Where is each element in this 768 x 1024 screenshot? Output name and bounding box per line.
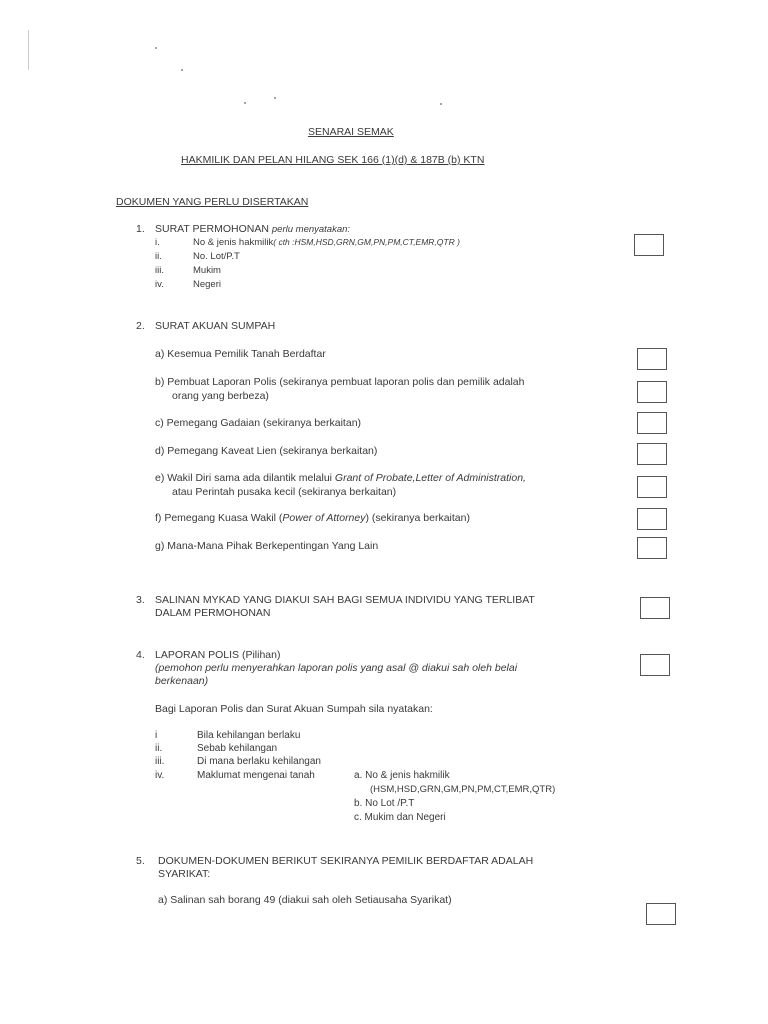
roman-numeral: ii. bbox=[155, 251, 162, 262]
instruction-text: Bagi Laporan Polis dan Surat Akuan Sumpah sila nyatakan: bbox=[155, 703, 433, 715]
checkbox[interactable] bbox=[640, 654, 670, 676]
roman-numeral: ii. bbox=[155, 743, 163, 754]
surat-permohonan-label: SURAT PERMOHONAN perlu menyatakan: bbox=[155, 223, 351, 235]
laporan-polis-note: (pemohon perlu menyerahkan laporan polis yang asal @ diakui sah oleh belai bbox=[155, 662, 518, 674]
sub-item: c. Mukim dan Negeri bbox=[354, 812, 446, 823]
roman-numeral: iv. bbox=[155, 279, 164, 290]
page-title: SENARAI SEMAK bbox=[308, 126, 394, 138]
checkbox[interactable] bbox=[637, 412, 667, 434]
checkbox[interactable] bbox=[637, 537, 667, 559]
item-number: 2. bbox=[136, 320, 145, 332]
scan-speck bbox=[244, 102, 246, 104]
scan-speck bbox=[440, 103, 442, 105]
list-item: Di mana berlaku kehilangan bbox=[197, 756, 321, 767]
list-item: Bila kehilangan berlaku bbox=[197, 730, 301, 741]
list-item: Maklumat mengenai tanah bbox=[197, 770, 315, 781]
list-item: e) Wakil Diri sama ada dilantik melalui Grant of Probate,Letter of Administration, bbox=[155, 472, 526, 484]
item-number: 1. bbox=[136, 223, 145, 235]
list-item: a) Salinan sah borang 49 (diakui sah oleh Setiausaha Syarikat) bbox=[158, 894, 452, 906]
checkbox[interactable] bbox=[637, 348, 667, 370]
sub-item: a. No & jenis hakmilik bbox=[354, 770, 450, 781]
dokumen-syarikat-label: DOKUMEN-DOKUMEN BERIKUT SEKIRANYA PEMILIK BERDAFTAR ADALAH bbox=[158, 855, 534, 867]
checkbox[interactable] bbox=[640, 597, 670, 619]
sub-item: b. No Lot /P.T bbox=[354, 798, 415, 809]
item-number: 5. bbox=[136, 855, 145, 867]
roman-numeral: iii. bbox=[155, 265, 164, 276]
scan-speck bbox=[274, 97, 276, 99]
scan-artifact bbox=[28, 30, 29, 70]
list-item: No. Lot/P.T bbox=[193, 251, 240, 262]
list-item: b) Pembuat Laporan Polis (sekiranya pembuat laporan polis dan pemilik adalah bbox=[155, 376, 525, 388]
section-heading: DOKUMEN YANG PERLU DISERTAKAN bbox=[116, 196, 309, 208]
list-item: a) Kesemua Pemilik Tanah Berdaftar bbox=[155, 348, 326, 360]
page-subtitle: HAKMILIK DAN PELAN HILANG SEK 166 (1)(d) & 187B (b) KTN bbox=[181, 154, 485, 166]
salinan-mykad-label: SALINAN MYKAD YANG DIAKUI SAH BAGI SEMUA INDIVIDU YANG TERLIBAT bbox=[155, 594, 535, 606]
list-item: No & jenis hakmilik( cth :HSM,HSD,GRN,GM,PN,PM,CT,EMR,QTR ) bbox=[193, 237, 460, 248]
laporan-polis-label: LAPORAN POLIS (Pilihan) bbox=[155, 649, 281, 661]
list-item: f) Pemegang Kuasa Wakil (Power of Attorney) (sekiranya berkaitan) bbox=[155, 512, 470, 524]
scan-speck bbox=[181, 69, 183, 71]
salinan-mykad-label-continuation: DALAM PERMOHONAN bbox=[155, 607, 271, 619]
checkbox[interactable] bbox=[637, 443, 667, 465]
list-item: c) Pemegang Gadaian (sekiranya berkaitan) bbox=[155, 417, 362, 429]
roman-numeral: iv. bbox=[155, 770, 165, 781]
list-item-continuation: orang yang berbeza) bbox=[172, 390, 269, 402]
checkbox[interactable] bbox=[646, 903, 676, 925]
list-item: Negeri bbox=[193, 279, 221, 290]
list-item: Sebab kehilangan bbox=[197, 743, 278, 754]
checkbox[interactable] bbox=[637, 476, 667, 498]
item-number: 4. bbox=[136, 649, 145, 661]
laporan-polis-note-continuation: berkenaan) bbox=[155, 675, 209, 687]
checkbox[interactable] bbox=[637, 508, 667, 530]
list-item: d) Pemegang Kaveat Lien (sekiranya berkaitan) bbox=[155, 445, 378, 457]
dokumen-syarikat-label-continuation: SYARIKAT: bbox=[158, 868, 211, 880]
item-number: 3. bbox=[136, 594, 145, 606]
list-item-continuation: atau Perintah pusaka kecil (sekiranya berkaitan) bbox=[172, 486, 397, 498]
checkbox[interactable] bbox=[634, 234, 664, 256]
roman-numeral: i bbox=[155, 730, 158, 741]
scan-speck bbox=[155, 47, 157, 49]
roman-numeral: i. bbox=[155, 237, 160, 248]
list-item: Mukim bbox=[193, 265, 221, 276]
list-item: g) Mana-Mana Pihak Berkepentingan Yang Lain bbox=[155, 540, 379, 552]
roman-numeral: iii. bbox=[155, 756, 165, 767]
checkbox[interactable] bbox=[637, 381, 667, 403]
surat-akuan-sumpah-label: SURAT AKUAN SUMPAH bbox=[155, 320, 276, 332]
sub-item-continuation: (HSM,HSD,GRN,GM,PN,PM,CT,EMR,QTR) bbox=[370, 784, 556, 795]
